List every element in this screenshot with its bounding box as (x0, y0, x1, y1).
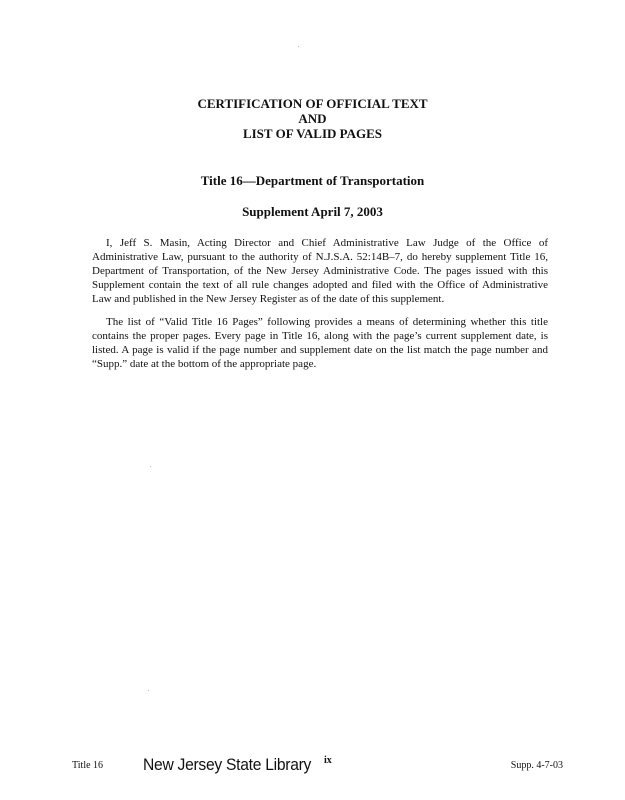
supplement-date-line: Supplement April 7, 2003 (242, 204, 383, 219)
scan-speck (150, 466, 151, 467)
paragraph-valid-pages: The list of “Valid Title 16 Pages” following provides a means of determining whether this title contains the proper pages. Every page in Title 16, along with the page’s current supplement date, is listed. A page is valid if the page number and supplement date on the list match the page number and “Supp.” date at the bottom of the appropriate page. (92, 316, 548, 370)
heading-line-3: LIST OF VALID PAGES (242, 126, 383, 141)
footer-title: Title 16 (72, 760, 104, 771)
paragraph-certification: I, Jeff S. Masin, Acting Director and Chief Administrative Law Judge of the Office of Administrative Law, pursuant to the authority of N.J.S.A. 52:14B–7, do hereby supplement Title 16, Department of Transportation, of the New Jersey Administrative Code. The pages issued with this Supplement contain the text of all rule changes adopted and filed with the Office of Administrative Law and published in the New Jersey Register as of the date of this supplement. (92, 237, 548, 305)
heading-line-2: AND (298, 111, 327, 126)
page-footer (0, 755, 625, 779)
scan-speck (298, 46, 299, 47)
certification-heading (0, 96, 625, 141)
scan-speck (148, 690, 149, 691)
page-number: ix (324, 755, 332, 766)
heading-line-1: CERTIFICATION OF OFFICIAL TEXT (197, 96, 428, 111)
footer-supplement-date: Supp. 4-7-03 (510, 760, 563, 771)
title-line: Title 16—Department of Transportation (200, 173, 425, 188)
library-stamp: New Jersey State Library (143, 755, 312, 774)
body-text (92, 236, 548, 380)
